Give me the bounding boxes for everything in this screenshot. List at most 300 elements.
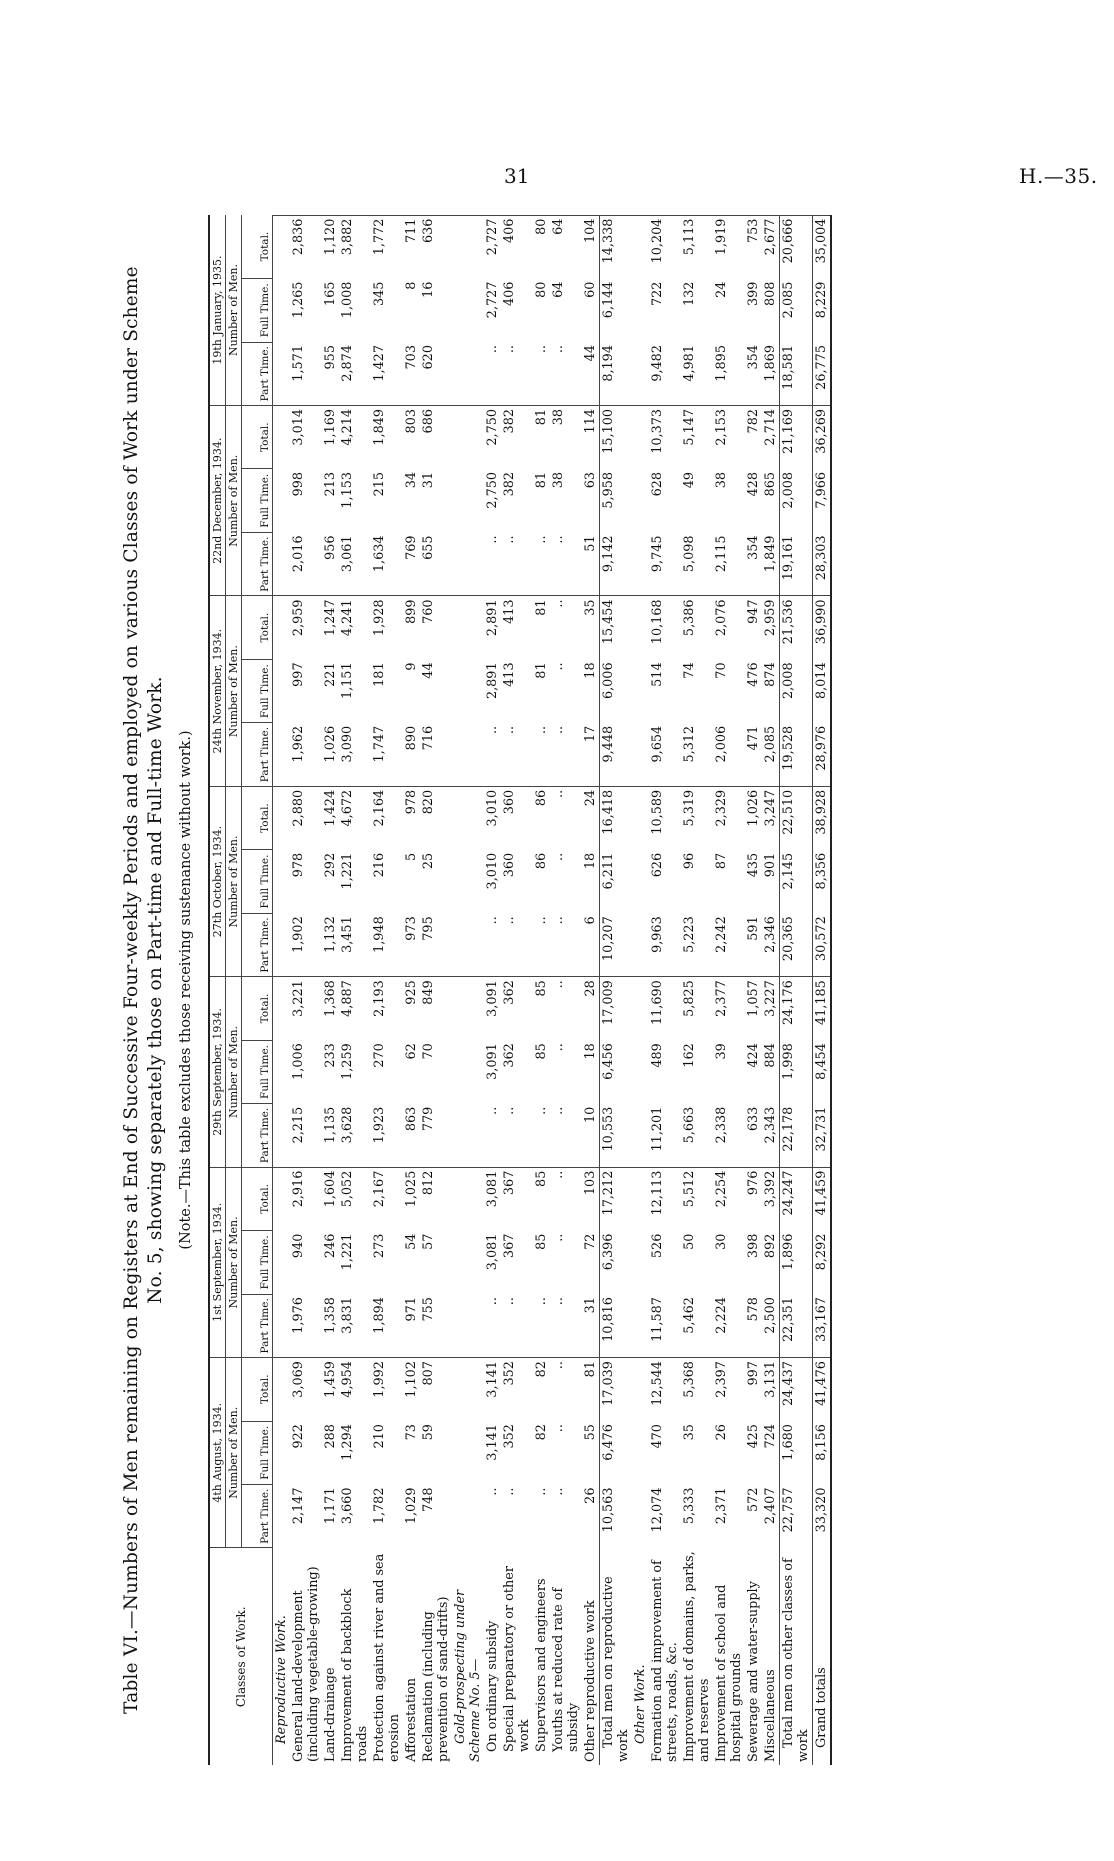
table-cell [273, 342, 291, 405]
table-cell: .. [534, 1297, 549, 1306]
table-cell [452, 596, 484, 659]
table-row [762, 215, 780, 1765]
table-row [600, 215, 633, 1765]
table-cell: .. [550, 1358, 582, 1422]
table-cell: 849 [420, 977, 452, 1040]
row-label-text: Total men on reproductive work [601, 1576, 631, 1762]
table-cell: 6,006 [600, 659, 633, 722]
table-cell: 4,981 [682, 345, 697, 382]
table-cell: 4,887 [339, 977, 371, 1040]
table-cell: 1,171 [323, 1487, 338, 1525]
table-cell: 32,731 [813, 1104, 832, 1167]
table-cell: 406 [501, 215, 533, 278]
table-cell: 10,563 [600, 1485, 633, 1548]
table-row [484, 215, 501, 1765]
table-cell [273, 1231, 291, 1294]
table-cell: 2,006 [714, 725, 729, 763]
table-row [371, 215, 403, 1765]
table-cell: 352 [501, 1358, 533, 1422]
row-label [403, 1548, 420, 1765]
table-cell: 11,587 [650, 1297, 665, 1342]
table-cell: 2,085 [763, 725, 778, 763]
table-cell: 1,424 [322, 786, 339, 849]
table-cell [273, 279, 291, 342]
table-cell: 39 [714, 1043, 729, 1060]
total-header: Total. [242, 1167, 273, 1230]
table-cell: 162 [682, 1043, 697, 1068]
table-cell: 22,351 [780, 1294, 813, 1357]
table-cell: 998 [291, 471, 306, 497]
table-cell: 367 [502, 1233, 517, 1259]
table-cell: 2,377 [713, 977, 745, 1040]
table-cell: 997 [291, 662, 306, 687]
table-cell: 87 [714, 852, 729, 870]
document-reference: H.—35. [1019, 164, 1098, 188]
table-cell: 2,254 [713, 1167, 745, 1230]
table-cell: .. [485, 916, 500, 925]
table-cell: 636 [420, 215, 452, 278]
table-title-line-2: No. 5, showing separately those on Part-time and Full-time Work. [145, 676, 166, 1304]
table-cell: 1,772 [371, 215, 403, 278]
table-cell: 3,141 [484, 1358, 501, 1422]
table-cell [452, 1231, 484, 1294]
table-cell: 8,229 [813, 279, 832, 342]
table-cell: 2,016 [291, 535, 306, 573]
table-cell: 1,919 [713, 215, 745, 278]
table-cell: 54 [404, 1233, 419, 1250]
table-note: (Note.—This table excludes those receiving sustenance without work.) [178, 730, 194, 1250]
table-cell [452, 1040, 484, 1103]
table-cell: 85 [533, 1167, 550, 1230]
table-cell: 72 [583, 1233, 598, 1250]
row-label [339, 1548, 371, 1765]
table-cell: 30 [714, 1233, 729, 1250]
table-cell: 724 [763, 1424, 778, 1449]
table-cell [632, 215, 649, 278]
table-cell: 80 [533, 215, 550, 278]
table-cell: 51 [583, 535, 598, 552]
table-cell: 5,663 [682, 1106, 697, 1144]
table-cell: 8,292 [813, 1231, 832, 1294]
section-row [273, 215, 291, 1765]
table-cell [632, 279, 649, 342]
total-header: Total. [242, 596, 273, 659]
row-label-text: Afforestation [404, 1677, 419, 1762]
table-cell: 3,247 [762, 786, 780, 849]
table-cell: 424 [746, 1043, 761, 1068]
table-cell: 33,320 [813, 1485, 832, 1548]
table-cell: 22,510 [780, 786, 813, 849]
table-cell: 2,727 [485, 281, 500, 319]
period-header: 22nd December, 1934. [209, 406, 226, 596]
table-cell: 2,242 [714, 916, 729, 953]
table-cell: 2,167 [371, 1167, 403, 1230]
table-row [339, 215, 371, 1765]
full-time-header: Full Time. [242, 1040, 273, 1103]
row-label-text: Reclamation (including prevention of sand-drifts) [421, 1596, 451, 1762]
table-cell: 17 [583, 725, 598, 743]
table-cell: 1,026 [323, 725, 338, 763]
table-cell: 2,008 [780, 469, 813, 532]
table-cell: 1,265 [291, 281, 306, 319]
table-cell: 1,928 [371, 596, 403, 659]
table-cell [632, 786, 649, 849]
table-cell: 10,168 [649, 596, 681, 659]
table-cell: 215 [372, 471, 387, 497]
table-cell: 35 [682, 1424, 697, 1441]
row-label-text: Improvement of domains, parks, and reserves [682, 1551, 712, 1762]
full-time-header: Full Time. [242, 279, 273, 342]
table-cell: 591 [746, 916, 761, 941]
men-by-work-class-table [208, 215, 832, 1765]
table-cell: 1,680 [780, 1421, 813, 1484]
table-cell: 38 [714, 471, 729, 489]
table-cell: 3,882 [339, 215, 371, 278]
period-header: 24th November, 1934. [209, 596, 226, 786]
table-cell: 812 [420, 1167, 452, 1230]
table-cell: 82 [533, 1358, 550, 1422]
total-header: Total. [242, 1358, 273, 1422]
full-time-header: Full Time. [242, 1421, 273, 1484]
table-cell: 2,008 [780, 659, 813, 722]
table-cell: 626 [650, 852, 665, 878]
table-cell: 1,135 [323, 1106, 338, 1144]
table-cell: 1,634 [372, 535, 387, 573]
table-cell: 1,358 [323, 1297, 338, 1334]
table-cell: .. [550, 596, 582, 659]
table-cell: .. [502, 1297, 517, 1306]
table-cell: 352 [502, 1424, 517, 1449]
table-cell: 1,869 [763, 345, 778, 382]
table-cell: 382 [502, 471, 517, 497]
table-cell: 976 [745, 1167, 762, 1230]
table-cell: .. [551, 1297, 566, 1306]
table-cell: 2,727 [484, 215, 501, 278]
table-cell: 1,153 [340, 471, 355, 509]
page-number: 31 [504, 164, 530, 188]
table-cell: 9 [404, 662, 419, 671]
table-cell: 398 [746, 1233, 761, 1259]
table-cell: 41,459 [813, 1167, 832, 1230]
table-cell: 8,194 [600, 342, 633, 405]
row-label [813, 1548, 832, 1765]
table-cell: .. [534, 535, 549, 544]
table-cell: 367 [501, 1167, 533, 1230]
table-cell [273, 532, 291, 595]
table-cell: .. [551, 1424, 566, 1433]
row-label [533, 1548, 550, 1765]
table-cell: 85 [534, 1043, 549, 1060]
number-of-men-header: Number of Men. [226, 1358, 242, 1548]
table-cell: .. [551, 852, 566, 861]
table-cell: 514 [650, 662, 665, 687]
table-cell: 955 [323, 345, 338, 370]
table-cell: 3,091 [485, 1043, 500, 1080]
table-cell: 1,895 [714, 345, 729, 382]
table-cell: 3,392 [762, 1167, 780, 1230]
period-header: 4th August, 1934. [209, 1358, 226, 1548]
table-cell: 24,176 [780, 977, 813, 1040]
table-cell: .. [485, 1106, 500, 1115]
number-of-men-header: Number of Men. [226, 215, 242, 405]
table-cell [273, 723, 291, 786]
table-header [209, 215, 273, 1765]
table-cell: 3,014 [290, 406, 322, 469]
table-cell: 722 [650, 281, 665, 306]
table-cell: 795 [421, 916, 436, 941]
table-cell: 940 [291, 1233, 306, 1259]
table-cell [273, 1167, 291, 1230]
table-cell: 15,100 [600, 406, 633, 469]
table-cell: 1,902 [291, 916, 306, 953]
table-cell: 165 [323, 281, 338, 306]
table-cell: 6,476 [600, 1421, 633, 1484]
table-cell [632, 913, 649, 976]
table-cell: 956 [323, 535, 338, 560]
row-label [582, 1548, 600, 1765]
table-cell: .. [551, 345, 566, 354]
table-cell: 947 [745, 596, 762, 659]
table-cell: 62 [404, 1043, 419, 1060]
table-cell: 86 [533, 786, 550, 849]
row-label-text: Improvement of school and hospital grounds [714, 1584, 744, 1762]
number-of-men-header: Number of Men. [226, 406, 242, 596]
table-row [649, 215, 681, 1765]
row-label-text: Formation and improvement of streets, roads, &c. [650, 1560, 680, 1762]
table-cell [452, 1485, 484, 1548]
table-cell: 38 [551, 471, 566, 489]
table-cell [632, 342, 649, 405]
table-cell: 57 [421, 1233, 436, 1250]
table-cell: 38,928 [813, 786, 832, 849]
table-cell: 24,437 [780, 1358, 813, 1422]
row-label [713, 1548, 745, 1765]
table-cell: 8,454 [813, 1040, 832, 1103]
row-label-text: Improvement of backblock roads [340, 1588, 370, 1762]
table-cell [273, 659, 291, 722]
table-cell: 1,896 [780, 1231, 813, 1294]
table-cell: 2,750 [485, 471, 500, 509]
table-cell: 489 [650, 1043, 665, 1068]
table-cell: 20,365 [780, 913, 813, 976]
row-label [501, 1548, 533, 1765]
table-cell: 1,169 [322, 406, 339, 469]
table-cell: 2,407 [763, 1487, 778, 1525]
table-cell: 2,164 [371, 786, 403, 849]
table-cell: 2,891 [484, 596, 501, 659]
table-cell: 1,962 [291, 725, 306, 763]
table-cell: 81 [533, 596, 550, 659]
table-cell: 21,536 [780, 596, 813, 659]
table-cell: 3,090 [340, 725, 355, 763]
table-cell: 213 [323, 471, 338, 497]
table-cell: 2,836 [290, 215, 322, 278]
table-cell: .. [485, 535, 500, 544]
table-cell: 19,161 [780, 532, 813, 595]
part-time-header: Part Time. [242, 532, 273, 595]
table-cell: 21,169 [780, 406, 813, 469]
row-label [762, 1548, 780, 1765]
table-cell: 925 [403, 977, 420, 1040]
table-cell: 5,319 [681, 786, 713, 849]
table-cell: 971 [404, 1297, 419, 1322]
table-cell: 14,338 [600, 215, 633, 278]
table-cell: 24 [582, 786, 600, 849]
table-cell: 3,010 [485, 852, 500, 890]
table-cell: 2,215 [291, 1106, 306, 1144]
part-time-header: Part Time. [242, 913, 273, 976]
table-cell [632, 406, 649, 469]
table-cell: 578 [746, 1297, 761, 1322]
table-cell: 2,076 [713, 596, 745, 659]
table-cell: 6,144 [600, 279, 633, 342]
table-cell: 978 [403, 786, 420, 849]
full-time-header: Full Time. [242, 469, 273, 532]
table-cell: 64 [550, 215, 582, 278]
table-cell: 1,247 [322, 596, 339, 659]
table-cell: 26,775 [813, 342, 832, 405]
table-cell: 35,004 [813, 215, 832, 278]
table-cell: 2,343 [763, 1106, 778, 1144]
table-cell: .. [502, 345, 517, 354]
table-cell: 24,247 [780, 1167, 813, 1230]
table-cell: 81 [582, 1358, 600, 1422]
table-cell: 1,976 [291, 1297, 306, 1334]
table-cell: .. [502, 916, 517, 925]
table-cell: .. [502, 725, 517, 735]
rotated-table-region [120, 215, 940, 1765]
part-time-header: Part Time. [242, 1485, 273, 1548]
table-cell: 899 [403, 596, 420, 659]
row-label [420, 1548, 452, 1765]
table-cell: .. [534, 916, 549, 925]
table-cell: 711 [403, 215, 420, 278]
table-cell [273, 1358, 291, 1422]
table-cell [632, 723, 649, 786]
row-label-text: Grand totals [814, 1667, 829, 1748]
table-cell: 1,368 [322, 977, 339, 1040]
table-cell: 807 [420, 1358, 452, 1422]
table-cell: 413 [502, 662, 517, 687]
row-label-text: Land-drainage [323, 1667, 338, 1762]
table-cell [632, 977, 649, 1040]
table-cell: 18,581 [780, 342, 813, 405]
section-row [632, 215, 649, 1765]
table-cell: 413 [501, 596, 533, 659]
table-cell: 1,427 [372, 345, 387, 382]
table-cell: 59 [421, 1424, 436, 1441]
table-cell: 10,204 [649, 215, 681, 278]
table-cell [273, 1294, 291, 1357]
table-row [713, 215, 745, 1765]
total-header: Total. [242, 786, 273, 849]
table-cell: 572 [746, 1487, 761, 1512]
table-cell: 26 [714, 1424, 729, 1441]
table-cell [632, 659, 649, 722]
table-cell: 114 [582, 406, 600, 469]
table-cell: 2,193 [371, 977, 403, 1040]
row-label-text: Miscellaneous [763, 1669, 778, 1762]
table-cell [273, 786, 291, 849]
table-cell: 246 [323, 1233, 338, 1259]
table-row [813, 215, 832, 1765]
table-cell: 354 [746, 535, 761, 560]
table-cell: .. [534, 1487, 549, 1496]
table-cell [273, 469, 291, 532]
table-cell: 15,454 [600, 596, 633, 659]
table-cell: 428 [746, 471, 761, 497]
table-cell: 85 [534, 1233, 549, 1250]
row-label [681, 1548, 713, 1765]
full-time-header: Full Time. [242, 1231, 273, 1294]
table-cell [273, 1421, 291, 1484]
table-cell: 28,303 [813, 532, 832, 595]
table-cell: 96 [682, 852, 697, 870]
table-cell: 3,451 [340, 916, 355, 953]
table-cell [273, 1485, 291, 1548]
table-cell: 973 [404, 916, 419, 941]
table-cell: 8,356 [813, 850, 832, 913]
part-time-header: Part Time. [242, 1104, 273, 1167]
table-cell: 86 [534, 852, 549, 870]
table-cell: 2,085 [780, 279, 813, 342]
section-row [452, 215, 484, 1765]
table-cell [632, 1040, 649, 1103]
table-cell: .. [550, 786, 582, 849]
total-header: Total. [242, 406, 273, 469]
table-cell: .. [551, 662, 566, 671]
table-cell: .. [534, 345, 549, 354]
table-cell: 4,241 [339, 596, 371, 659]
table-cell: 85 [533, 977, 550, 1040]
table-cell [632, 596, 649, 659]
table-cell: 362 [501, 977, 533, 1040]
table-cell: 874 [763, 662, 778, 687]
table-cell: 620 [421, 345, 436, 370]
table-cell: 210 [372, 1424, 387, 1449]
table-cell: 1,747 [372, 725, 387, 763]
table-cell: 399 [746, 281, 761, 306]
table-cell: 360 [501, 786, 533, 849]
table-cell: 17,009 [600, 977, 633, 1040]
table-cell: 216 [372, 852, 387, 878]
table-cell: 3,660 [340, 1487, 355, 1525]
table-cell: 31 [583, 1297, 598, 1314]
table-cell: 18 [583, 852, 598, 870]
table-cell: 3,628 [340, 1106, 355, 1144]
table-cell: 5 [404, 852, 419, 861]
table-cell: 26 [583, 1487, 598, 1504]
table-cell: 5,223 [682, 916, 697, 953]
table-cell: 22,757 [780, 1485, 813, 1548]
table-cell: 2,959 [290, 596, 322, 659]
table-cell [273, 850, 291, 913]
table-cell: 70 [421, 1043, 436, 1060]
table-cell: 2,714 [762, 406, 780, 469]
table-cell: 1,026 [745, 786, 762, 849]
table-cell: 3,081 [484, 1167, 501, 1230]
table-cell: 6,211 [600, 850, 633, 913]
table-cell: 9,142 [600, 532, 633, 595]
table-row [403, 215, 420, 1765]
table-cell: 8,014 [813, 659, 832, 722]
table-cell: 34 [404, 471, 419, 489]
table-cell [452, 1294, 484, 1357]
table-cell: 808 [763, 281, 778, 306]
classes-of-work-header: Classes of Work. [209, 1548, 273, 1765]
table-cell: 1,132 [323, 916, 338, 953]
table-cell: 1,782 [372, 1487, 387, 1525]
